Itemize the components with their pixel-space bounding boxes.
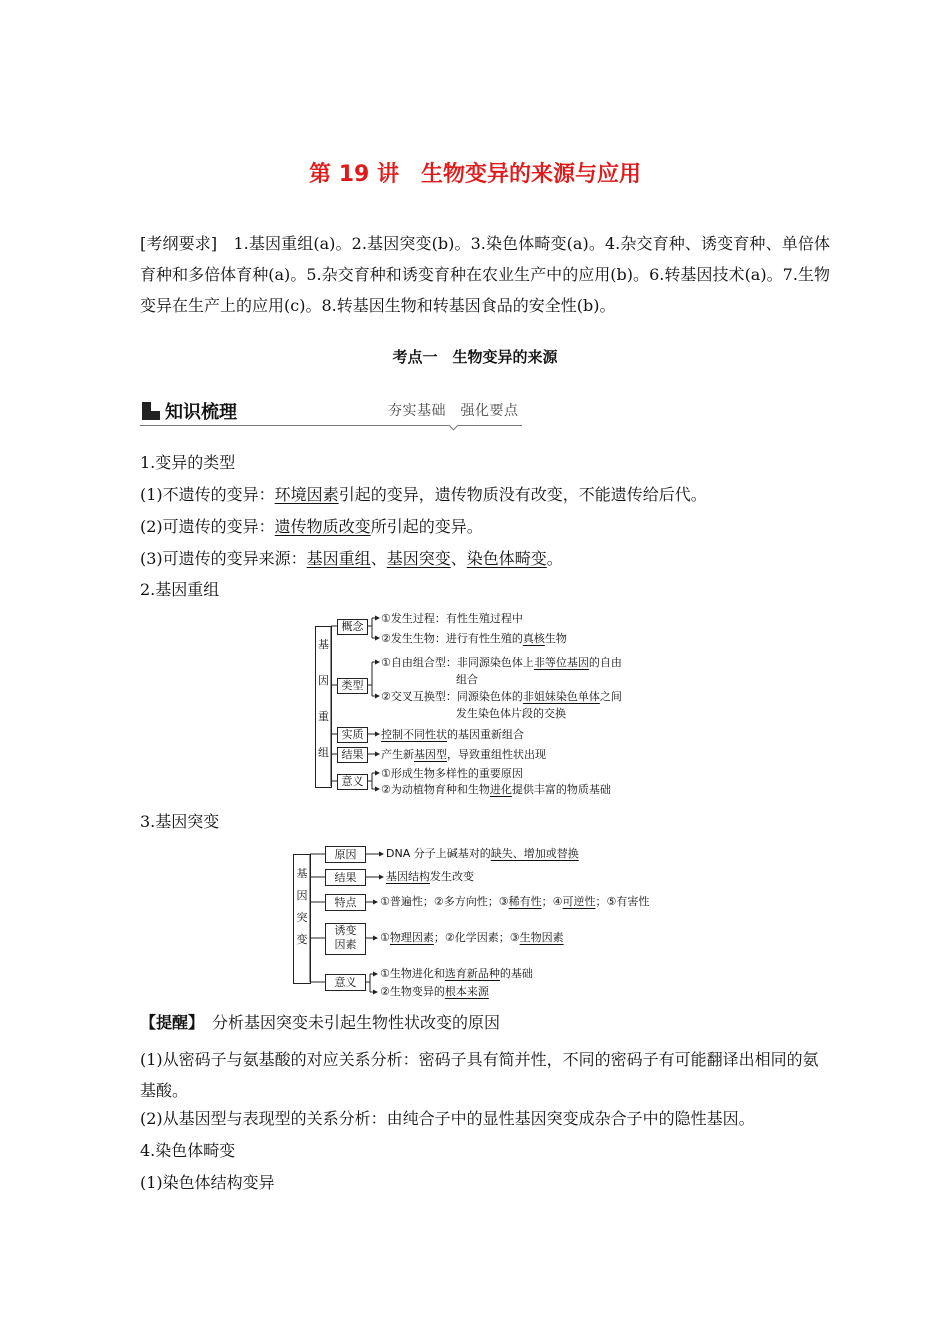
- significance-1-answer: 选育新品种: [444, 967, 500, 980]
- feature-answer-1: 稀有性: [508, 895, 542, 908]
- type-1-a: ①自由组合型：非同源染色体上: [381, 656, 534, 669]
- tip-tag: 【提醒】: [140, 1013, 197, 1032]
- significance-2-a: ②生物变异的: [380, 985, 445, 998]
- knowledge-bar-label: 知识梳理: [165, 402, 237, 423]
- line-1-answer: 环境因素: [274, 485, 339, 504]
- square-icon: [142, 402, 160, 420]
- concept-2: [381, 632, 567, 645]
- cause-a: DNA 分子上碱基对的: [386, 847, 491, 860]
- line-2-b: 所引起的变异。: [370, 517, 483, 536]
- factors-answer-1: 物理因素: [389, 931, 434, 944]
- concept-2-a: ②发生生物：进行有性生殖的: [381, 632, 523, 645]
- box-inducing-line1: 诱变: [334, 924, 357, 937]
- recombination-diagram: [310, 612, 640, 802]
- box-inducing-factors: [325, 923, 366, 955]
- section-title: 考点一 生物变异的来源: [392, 348, 558, 366]
- root-char: 因: [318, 674, 329, 687]
- line-3-b: 。: [546, 549, 563, 568]
- tip-heading: [140, 1012, 830, 1034]
- exam-requirements: [140, 228, 830, 321]
- type-2-b: 之间: [599, 690, 622, 703]
- root-char: 变: [296, 933, 308, 946]
- feature-c: ；⑤有害性: [595, 895, 650, 908]
- heading-2: 2.基因重组: [140, 580, 220, 599]
- result-a: 产生新: [381, 748, 414, 761]
- concept-2-answer: 真核: [522, 632, 545, 645]
- result-b: 发生改变: [430, 870, 474, 883]
- root-char: 组: [318, 746, 329, 759]
- heading-4-1: (1)染色体结构变异: [140, 1173, 275, 1192]
- significance-2-a: ②为动植物育种和生物: [381, 783, 490, 796]
- line-2: [140, 516, 830, 538]
- significance-2: [381, 783, 611, 796]
- box-feature: 特点: [325, 894, 366, 911]
- box-result: 结果: [325, 869, 366, 886]
- type-2-answer: 非姐妹染色单体: [522, 690, 600, 703]
- result: [381, 748, 546, 761]
- essence: [381, 728, 524, 741]
- line-3-sep-2: 、: [450, 549, 467, 568]
- type-1-cont: 组合: [456, 673, 478, 686]
- box-significance: 意义: [325, 974, 366, 991]
- box-result: 结果: [337, 747, 368, 763]
- page-title: 第 19 讲 生物变异的来源与应用: [309, 162, 641, 187]
- requirements-tag: [考纲要求]: [140, 234, 218, 253]
- tip-2: (2)从基因型与表现型的关系分析：由纯合子中的显性基因突变成杂合子中的隐性基因。: [140, 1109, 755, 1128]
- feature-a: ①普遍性；②多方向性；③: [380, 895, 509, 908]
- type-1-answer: 非等位基因: [533, 656, 589, 669]
- mutation-root: [293, 854, 311, 984]
- root-char: 突: [296, 911, 308, 924]
- knowledge-bar: [140, 398, 522, 428]
- type-2-cont: 发生染色体片段的交换: [456, 707, 566, 720]
- knowledge-bar-subtitle: 夯实基础 强化要点: [388, 403, 519, 419]
- box-concept: 概念: [337, 619, 368, 635]
- heading-3: 3.基因突变: [140, 812, 220, 831]
- line-3-sep-1: 、: [370, 549, 387, 568]
- result-answer: 基因结构: [386, 870, 430, 883]
- line-3-answer-3: 染色体畸变: [466, 549, 547, 568]
- result-b: ，导致重组性状出现: [447, 748, 546, 761]
- factors-b: ；②化学因素；③: [433, 931, 520, 944]
- feature: [380, 895, 649, 908]
- tip-1: (1)从密码子与氨基酸的对应关系分析：密码子具有简并性，不同的密码子有可能翻译出相同的氨基酸。: [140, 1050, 819, 1100]
- heading-4: 4.染色体畸变: [140, 1141, 236, 1160]
- result: [386, 870, 474, 883]
- factors: [380, 931, 564, 944]
- significance-2-answer: 进化: [489, 783, 512, 796]
- line-1-a: (1)不遗传的变异：: [140, 485, 275, 504]
- mutation-diagram: [290, 842, 650, 1002]
- significance-1: [380, 967, 533, 980]
- concept-2-b: 生物: [544, 632, 567, 645]
- box-inducing-line2: 因素: [334, 938, 357, 951]
- type-2-a: ②交叉互换型：同源染色体的: [381, 690, 523, 703]
- requirements-text: 1.基因重组(a)。2.基因突变(b)。3.染色体畸变(a)。4.杂交育种、诱变育种、单倍体育种和多倍体育种(a)。5.杂交育种和诱变育种在农业生产中的应用(b)。6.转基因技术(a)。7.生物变异在生产上的应用(c)。8.转基因生物和转基因食品的安全性(b)。: [140, 234, 830, 315]
- cause: [386, 847, 579, 860]
- significance-2: [380, 985, 489, 998]
- root-char: 基: [296, 867, 308, 880]
- type-1: [381, 656, 622, 669]
- factors-answer-2: 生物因素: [519, 931, 564, 944]
- essence-b: 的基因重新组合: [447, 728, 524, 741]
- concept-1: ①发生过程：有性生殖过程中: [381, 612, 523, 625]
- significance-1-b: 的基础: [499, 967, 533, 980]
- type-2: [381, 690, 622, 703]
- box-type: 类型: [337, 678, 368, 694]
- tip-head: 分析基因突变未引起生物性状改变的原因: [196, 1013, 501, 1032]
- line-2-answer: 遗传物质改变: [274, 517, 371, 536]
- line-3-a: (3)可遗传的变异来源：: [140, 549, 307, 568]
- feature-b: ；④: [541, 895, 563, 908]
- line-3: [140, 548, 830, 570]
- box-essence: 实质: [337, 727, 368, 743]
- significance-2-b: 提供丰富的物质基础: [511, 783, 611, 796]
- box-cause: 原因: [325, 846, 366, 863]
- significance-2-answer: 根本来源: [444, 985, 489, 998]
- root-char: 因: [296, 889, 308, 902]
- box-significance: 意义: [337, 774, 368, 790]
- line-3-answer-1: 基因重组: [306, 549, 371, 568]
- divider: [140, 425, 522, 426]
- result-answer: 基因型: [414, 748, 447, 761]
- line-1-b: 引起的变异，遗传物质没有改变，不能遗传给后代。: [338, 485, 707, 504]
- heading-1: 1.变异的类型: [140, 453, 236, 472]
- divider-notch: [449, 421, 459, 431]
- cause-answer: 缺失、增加或替换: [490, 847, 579, 860]
- essence-answer: 控制不同性状: [381, 728, 447, 741]
- significance-1: ①形成生物多样性的重要原因: [381, 767, 523, 780]
- line-1: [140, 484, 830, 506]
- root-char: 重: [318, 710, 329, 723]
- type-1-b: 的自由: [588, 656, 622, 669]
- significance-1-a: ①生物进化和: [380, 967, 445, 980]
- root-char: 基: [318, 638, 329, 651]
- line-2-a: (2)可遗传的变异：: [140, 517, 275, 536]
- factors-a: ①: [380, 931, 390, 944]
- recombination-root: [315, 626, 332, 788]
- line-3-answer-2: 基因突变: [386, 549, 451, 568]
- feature-answer-2: 可逆性: [562, 895, 596, 908]
